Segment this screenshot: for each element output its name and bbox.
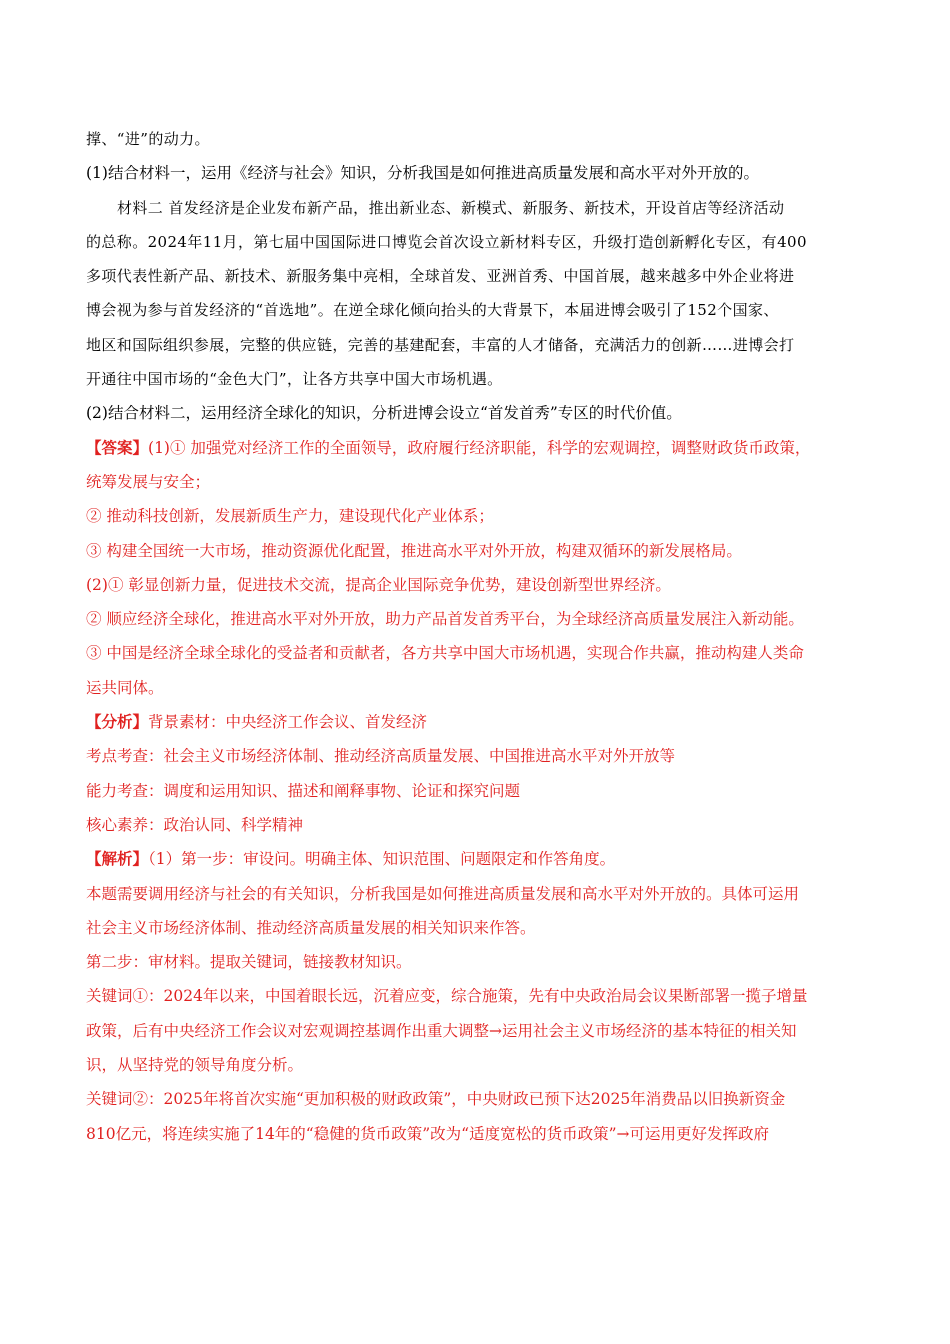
text-line: [86, 1014, 866, 1048]
line-text: ③ 构建全国统一大市场，推动资源优化配置，推进高水平对外开放，构建双循环的新发展格局。: [86, 541, 742, 560]
text-line: [86, 636, 866, 670]
line-text: 第二步：审材料。提取关键词，链接教材知识。: [86, 953, 412, 972]
line-text: （1）第一步：审设问。明确主体、知识范围、问题限定和作答角度。: [148, 850, 616, 869]
line-text: (2)结合材料二，运用经济全球化的知识，分析进博会设立“首发首秀”专区的时代价值。: [86, 404, 682, 423]
text-line: [86, 225, 866, 259]
line-text: 识，从坚持党的领导角度分析。: [86, 1056, 304, 1075]
line-text: 考点考查：社会主义市场经济体制、推动经济高质量发展、中国推进高水平对外开放等: [86, 747, 676, 766]
text-line: [86, 465, 866, 499]
line-text: 关键词②：2025年将首次实施“更加积极的财政政策”，中央财政已预下达2025年消费品以旧换新资金: [86, 1090, 786, 1109]
line-text: 统筹发展与安全；: [86, 472, 211, 491]
line-text: (1)结合材料一，运用《经济与社会》知识，分析我国是如何推进高质量发展和高水平对外开放的。: [86, 164, 759, 183]
section-label: 【答案】: [86, 437, 149, 457]
line-text: 地区和国际组织参展，完整的供应链，完善的基建配套，丰富的人才储备，充满活力的创新……进博会打: [86, 335, 795, 354]
line-text: (1)① 加强党对经济工作的全面领导，政府履行经济职能，科学的宏观调控，调整财政货币政策，: [148, 438, 811, 457]
text-line: [86, 499, 866, 533]
text-line: [86, 979, 866, 1013]
text-line: [86, 156, 866, 190]
text-line: [86, 293, 866, 327]
text-line: [86, 1048, 866, 1082]
text-line: [86, 911, 866, 945]
text-line: [86, 122, 866, 156]
text-line: [86, 842, 866, 876]
section-label: 【解析】: [86, 849, 149, 869]
text-line: [86, 328, 866, 362]
line-text: ② 顺应经济全球化，推进高水平对外开放，助力产品首发首秀平台，为全球经济高质量发展注入新动能。: [86, 610, 804, 629]
text-line: [86, 191, 866, 225]
line-text: (2)① 彰显创新力量，促进技术交流，提高企业国际竞争优势，建设创新型世界经济。: [86, 575, 671, 594]
line-text: 材料二 首发经济是企业发布新产品，推出新业态、新模式、新服务、新技术，开设首店等经济活动: [117, 198, 785, 217]
line-text: 背景素材：中央经济工作会议、首发经济: [148, 713, 428, 732]
line-text: 关键词①：2024年以来，中国着眼长远，沉着应变，综合施策，先有中央政治局会议果断部署一揽子增量: [86, 987, 808, 1006]
text-line: [86, 431, 866, 465]
line-text: 的总称。2024年11月，第七届中国国际进口博览会首次设立新材料专区，升级打造创新孵化专区，有400: [86, 232, 807, 251]
line-text: 核心素养：政治认同、科学精神: [86, 815, 304, 834]
text-line: [86, 774, 866, 808]
line-text: 810亿元，将连续实施了14年的“稳健的货币政策”改为“适度宽松的货币政策”→可运用更好发挥政府: [86, 1124, 769, 1143]
text-line: [86, 705, 866, 739]
text-line: [86, 568, 866, 602]
text-line: [86, 877, 866, 911]
line-text: ② 推动科技创新，发展新质生产力，建设现代化产业体系；: [86, 507, 494, 526]
line-text: 本题需要调用经济与社会的有关知识，分析我国是如何推进高质量发展和高水平对外开放的。具体可运用: [86, 884, 800, 903]
text-line: [86, 259, 866, 293]
line-text: 社会主义市场经济体制、推动经济高质量发展的相关知识来作答。: [86, 918, 536, 937]
line-text: 博会视为参与首发经济的“首选地”。在逆全球化倾向抬头的大背景下，本届进博会吸引了152个国家、: [86, 301, 779, 320]
text-line: [86, 1117, 866, 1151]
line-text: 多项代表性新产品、新技术、新服务集中亮相，全球首发、亚洲首秀、中国首展，越来越多中外企业将进: [86, 267, 795, 286]
line-text: 运共同体。: [86, 678, 164, 697]
text-line: [86, 739, 866, 773]
line-text: 能力考查：调度和运用知识、描述和阐释事物、论证和探究问题: [86, 781, 521, 800]
section-label: 【分析】: [86, 712, 149, 732]
line-text: 开通往中国市场的“金色大门”，让各方共享中国大市场机遇。: [86, 370, 503, 389]
line-text: ③ 中国是经济全球全球化的受益者和贡献者，各方共享中国大市场机遇，实现合作共赢，推动构建人类命: [86, 644, 804, 663]
text-line: [86, 808, 866, 842]
text-line: [86, 671, 866, 705]
line-text: 政策，后有中央经济工作会议对宏观调控基调作出重大调整→运用社会主义市场经济的基本特征的相关知: [86, 1021, 797, 1040]
text-line: [86, 534, 866, 568]
text-line: [86, 602, 866, 636]
line-text: 撑、“进”的动力。: [86, 130, 210, 148]
text-line: [86, 362, 866, 396]
text-line: [86, 396, 866, 430]
document-content: [86, 122, 866, 1151]
text-line: [86, 1082, 866, 1116]
text-line: [86, 945, 866, 979]
